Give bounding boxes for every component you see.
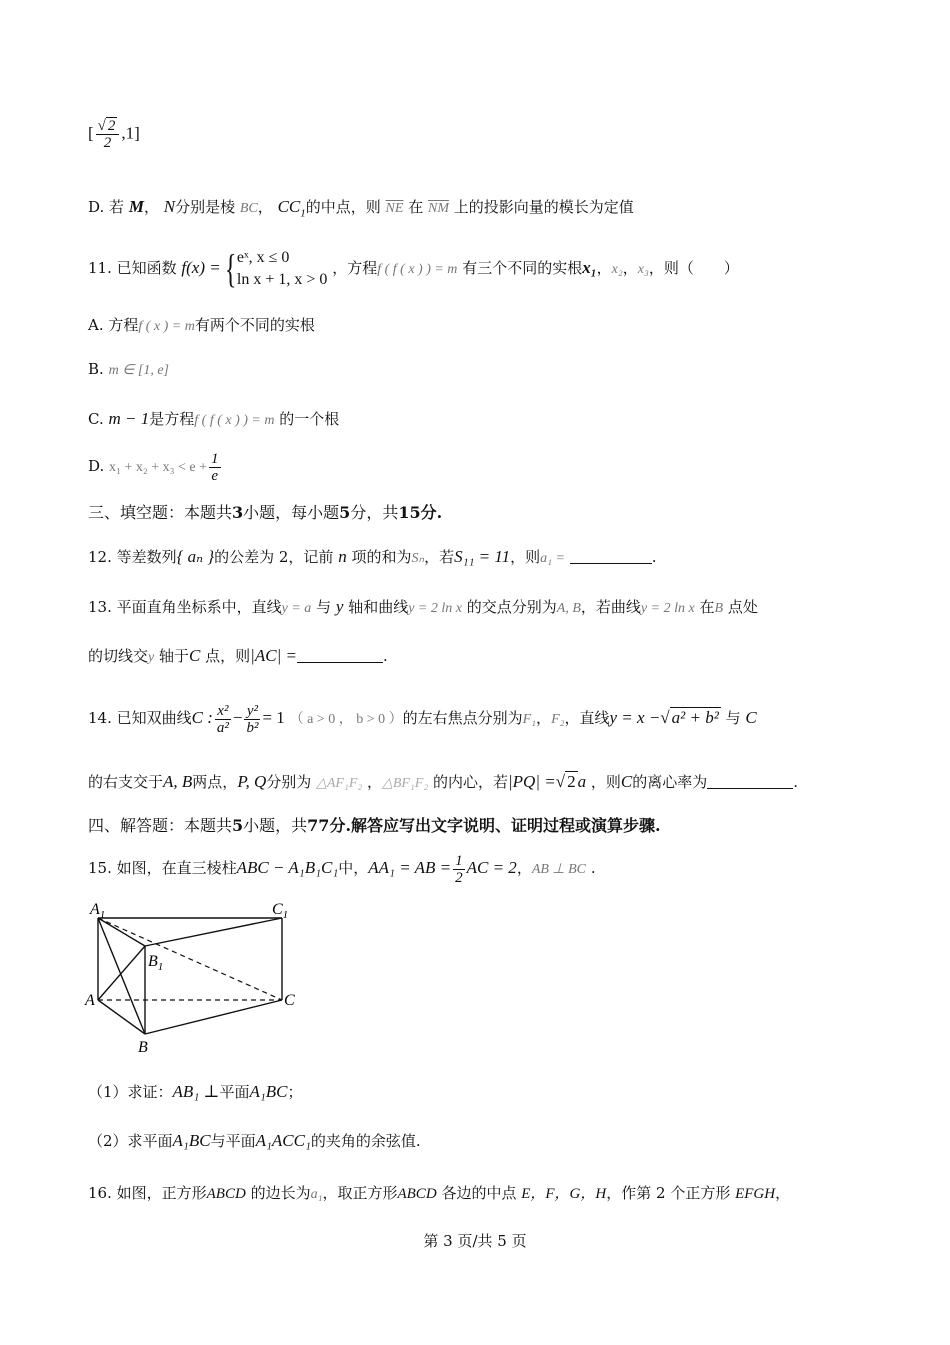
q14-line1: 14. 已知双曲线C : $\frac{\text{x²}}{\text{a²}}$ − $\frac{\text{y²}}{\text{b²}}$ = 1 （ a > 0 ， b > 0 ）的左右焦点分别为F₁，F₂，直线y = x −√ a² + b² 与 C (88, 702, 757, 736)
page-footer: 第 3 页/共 5 页 (423, 1232, 527, 1250)
label-C: C (284, 992, 295, 1009)
label-B: B (138, 1039, 148, 1056)
interval-fragment: [ $\frac{√ 2}{2}$ ,1] (88, 118, 140, 151)
q11-stem: 11. 已知函数 f(x) ={ eˣ, x ≤ 0 ln x + 1, x > 0 ，方程f ( f ( x ) ) = m 有三个不同的实根x₁，x₂，x₃，则（ ） (88, 246, 739, 291)
q13-line1: 13. 平面直角坐标系中，直线y = a 与 y 轴和曲线y = 2 ln x 的交点分别为A, B，若曲线y = 2 ln x 在B 点处 (88, 597, 758, 616)
label-A1: $A_1$ (90, 901, 106, 921)
q15-part1: （1）求证：AB₁ ⊥平面A₁BC； (88, 1082, 303, 1101)
answer-blank[interactable] (707, 772, 793, 789)
label-C1: $C_1$ (272, 901, 289, 921)
q15-stem: 15. 如图，在直三棱柱ABC − A₁B₁C₁中，AA₁ = AB = $\frac{1}{2}$ AC = 2，AB ⊥ BC . (88, 852, 596, 886)
q10-option-d: D. 若 M， N分别是棱 BC， $CC_1$的中点，则 $\overline{NE}$ 在 $\overline{NM}$ 上的投影向量的模长为定值 (88, 197, 634, 220)
q11-option-b: B. m ∈ [1, e] (88, 360, 169, 378)
label-A: A (85, 992, 95, 1009)
q11-option-c: C. m − 1是方程f ( f ( x ) ) = m 的一个根 (88, 409, 340, 428)
label-B1: $B_1$ (148, 953, 164, 973)
q11-option-a: A. 方程f ( x ) = m有两个不同的实根 (88, 316, 315, 334)
section-4-heading: 四、解答题：本题共5小题，共77分.解答应写出文字说明、证明过程或演算步骤. (88, 816, 661, 835)
q14-line2: 的右支交于A, B两点，P, Q分别为 △AF₁F₂ ，△BF₁F₂ 的内心，若|PQ| =√ 2 a ，则C的离心率为 . (88, 772, 799, 791)
section-3-heading: 三、填空题：本题共3小题，每小题5分，共15分. (88, 503, 443, 522)
q16-stem: 16. 如图，正方形ABCD 的边长为a₁，取正方形ABCD 各边的中点 E，F，G，H，作第 2 个正方形 EFGH， (88, 1184, 791, 1202)
answer-blank[interactable] (297, 646, 383, 663)
answer-blank[interactable] (570, 547, 652, 564)
q15-part2: （2）求平面A₁BC与平面A₁ACC₁的夹角的余弦值. (88, 1131, 421, 1150)
prism-figure (84, 896, 304, 1056)
q13-line2: 的切线交y 轴于C 点，则|AC| = . (88, 646, 388, 665)
q12: 12. 等差数列{ aₙ }的公差为 2，记前 n 项的和为Sₙ，若S₁₁ = 11，则a₁ = . (88, 547, 657, 566)
piecewise-cases: eˣ, x ≤ 0 ln x + 1, x > 0 (236, 249, 328, 288)
sqrt2-over-2: $\frac{√ 2}{2}$ (96, 118, 120, 151)
q11-option-d: D. x₁ + x₂ + x₃ < e + $\frac{1}{e}$ (88, 450, 219, 484)
